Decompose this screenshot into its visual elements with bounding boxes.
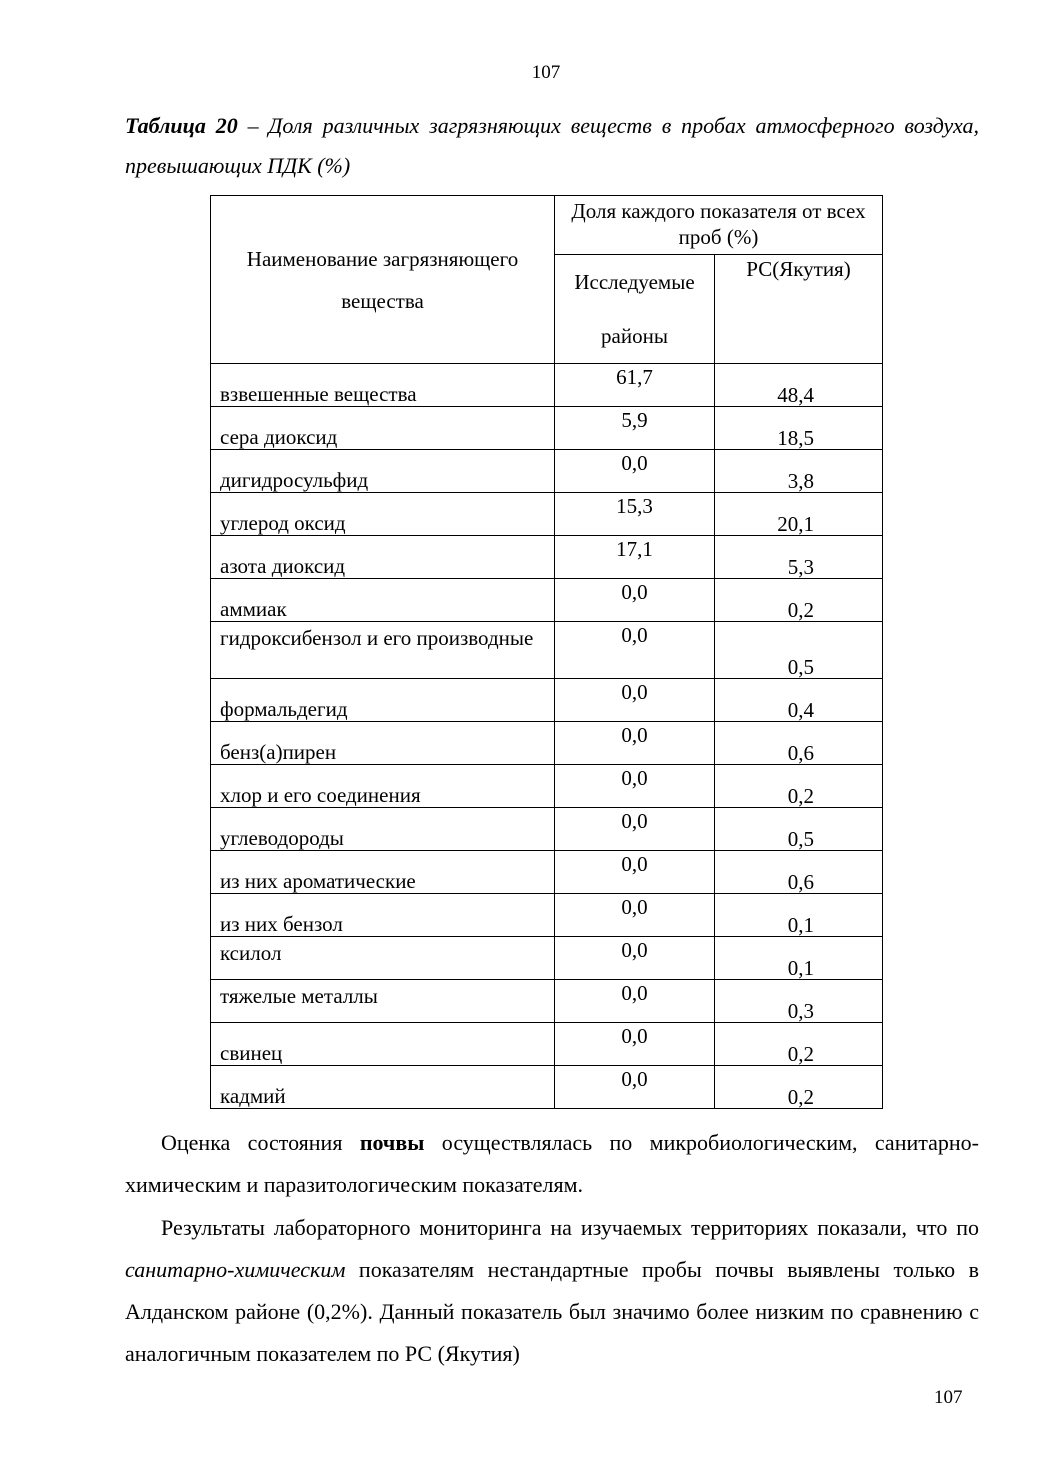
studied-regions-value: 0,0 [621,451,648,475]
rs-yakutia-cell [715,765,883,808]
rs-yakutia-cell [715,980,883,1023]
studied-regions-value: 0,0 [621,766,648,790]
rs-yakutia-cell [715,579,883,622]
table-row [211,493,883,536]
table-row [211,937,883,980]
pollutant-name-cell [211,622,555,679]
header-share: Доля каждого показателя от всех проб (%) [555,196,883,255]
pollutant-name: формальдегид [220,697,348,721]
pollutant-name-cell [211,364,555,407]
studied-regions-value: 0,0 [621,809,648,833]
studied-regions-value: 0,0 [621,895,648,919]
rs-yakutia-cell [715,1023,883,1066]
studied-regions-value: 0,0 [621,623,648,647]
pollutant-name: сера диоксид [220,425,338,449]
studied-regions-cell [555,493,715,536]
studied-regions-value: 61,7 [616,365,653,389]
header-studied-regions: Исследуемые районы [555,255,715,364]
pollutant-name: дигидросульфид [220,468,369,492]
rs-yakutia-cell [715,722,883,765]
rs-yakutia-value: 0,2 [787,598,815,622]
pollutant-name-cell [211,722,555,765]
pollutant-name-cell [211,1023,555,1066]
pollutant-name: взвешенные вещества [220,382,417,406]
studied-regions-cell [555,937,715,980]
rs-yakutia-value: 5,3 [787,555,815,579]
rs-yakutia-cell [715,450,883,493]
studied-regions-cell [555,1023,715,1066]
rs-yakutia-value: 0,4 [787,698,815,722]
studied-regions-value: 0,0 [621,1024,648,1048]
rs-yakutia-value: 0,2 [787,784,815,808]
studied-regions-value: 0,0 [621,938,648,962]
table-row [211,894,883,937]
studied-regions-cell [555,622,715,679]
studied-regions-value: 15,3 [616,494,653,518]
pollutant-name: тяжелые металлы [220,984,378,1008]
studied-regions-cell [555,894,715,937]
italic-sanitary-chemical: санитарно-химическим [125,1257,346,1282]
pollutant-name-cell [211,679,555,722]
studied-regions-value: 0,0 [621,723,648,747]
studied-regions-cell [555,722,715,765]
pollutant-name-cell [211,808,555,851]
pollutant-name-cell [211,765,555,808]
pollutant-name-cell [211,579,555,622]
paragraph-monitoring-results: Результаты лабораторного мониторинга на изучаемых территориях показали, что по санитарно-химическим показателям нестандартные пробы почвы выявлены только в Алданском районе (0,2%). Данный показатель был значимо более низким по сравнению с аналогичным показателем по РС (Якутия) [125,1215,979,1366]
rs-yakutia-cell [715,536,883,579]
paragraph-soil-assessment: Оценка состояния почвы осуществлялась по микробиологическим, санитарно-химическим и паразитологическим показателям. [125,1130,979,1197]
pollutant-name: углерод оксид [220,511,346,535]
rs-yakutia-value: 20,1 [777,512,815,536]
rs-yakutia-value: 18,5 [777,426,815,450]
pollutant-name-cell [211,407,555,450]
pollutants-table [210,195,883,1109]
studied-regions-cell [555,364,715,407]
studied-regions-cell [555,851,715,894]
rs-yakutia-value: 0,6 [787,741,815,765]
rs-yakutia-value: 0,5 [787,827,815,851]
rs-yakutia-value: 0,2 [787,1042,815,1066]
pollutant-name: из них ароматические [220,869,416,893]
table-row [211,808,883,851]
pollutant-name: свинец [220,1041,283,1065]
studied-regions-cell [555,679,715,722]
pollutant-name-cell [211,536,555,579]
studied-regions-cell [555,407,715,450]
table-caption-text: – Доля различных загрязняющих веществ в пробах атмосферного воздуха, превышающих ПДК (%) [125,113,979,178]
pollutant-name: аммиак [220,597,287,621]
studied-regions-cell [555,765,715,808]
page-number-bottom: 107 [934,1387,963,1408]
table-row [211,364,883,407]
rs-yakutia-cell [715,1066,883,1109]
table-header-row [211,196,883,255]
table-row [211,1023,883,1066]
studied-regions-value: 0,0 [621,852,648,876]
rs-yakutia-value: 48,4 [777,383,815,407]
header-pollutant-name: Наименование загрязняющего вещества [211,196,555,364]
pollutant-name-cell [211,1066,555,1109]
table-row [211,407,883,450]
table-caption-label: Таблица 20 [125,113,238,138]
studied-regions-cell [555,980,715,1023]
rs-yakutia-cell [715,364,883,407]
table-row [211,1066,883,1109]
rs-yakutia-value: 0,2 [787,1085,815,1109]
studied-regions-value: 0,0 [621,580,648,604]
studied-regions-cell [555,536,715,579]
table-row [211,679,883,722]
table-row [211,980,883,1023]
header-rs-yakutia: РС(Якутия) [715,255,883,364]
rs-yakutia-value: 0,6 [787,870,815,894]
studied-regions-cell [555,808,715,851]
table-caption [125,106,979,186]
table-row [211,622,883,679]
pollutant-name-cell [211,894,555,937]
rs-yakutia-value: 0,5 [787,655,815,679]
page-number-top: 107 [531,62,561,83]
rs-yakutia-value: 0,3 [787,999,815,1023]
studied-regions-cell [555,579,715,622]
pollutant-name-cell [211,450,555,493]
pollutant-name-cell [211,851,555,894]
table-row [211,722,883,765]
rs-yakutia-cell [715,808,883,851]
pollutant-name: гидроксибензол и его производные [220,626,534,650]
rs-yakutia-cell [715,493,883,536]
studied-regions-value: 0,0 [621,981,648,1005]
studied-regions-value: 0,0 [621,1067,648,1091]
rs-yakutia-cell [715,894,883,937]
studied-regions-value: 17,1 [616,537,653,561]
rs-yakutia-value: 0,1 [787,913,815,937]
rs-yakutia-cell [715,851,883,894]
table-row [211,765,883,808]
pollutant-name: из них бензол [220,912,343,936]
rs-yakutia-cell [715,937,883,980]
pollutant-name-cell [211,493,555,536]
rs-yakutia-cell [715,679,883,722]
table-row [211,851,883,894]
studied-regions-value: 5,9 [621,408,648,432]
pollutant-name: азота диоксид [220,554,346,578]
pollutant-name: ксилол [220,941,282,965]
pollutant-name: углеводороды [220,826,344,850]
rs-yakutia-value: 0,1 [787,956,815,980]
bold-soil: почвы [359,1130,425,1155]
rs-yakutia-value: 3,8 [787,469,815,493]
table-row [211,579,883,622]
pollutant-name: кадмий [220,1084,286,1108]
pollutant-name: бенз(а)пирен [220,740,337,764]
studied-regions-cell [555,450,715,493]
table-row [211,450,883,493]
table-row [211,536,883,579]
rs-yakutia-cell [715,407,883,450]
studied-regions-cell [555,1066,715,1109]
studied-regions-value: 0,0 [621,680,648,704]
pollutant-name-cell [211,937,555,980]
pollutant-name: хлор и его соединения [220,783,421,807]
rs-yakutia-cell [715,622,883,679]
pollutant-name-cell [211,980,555,1023]
